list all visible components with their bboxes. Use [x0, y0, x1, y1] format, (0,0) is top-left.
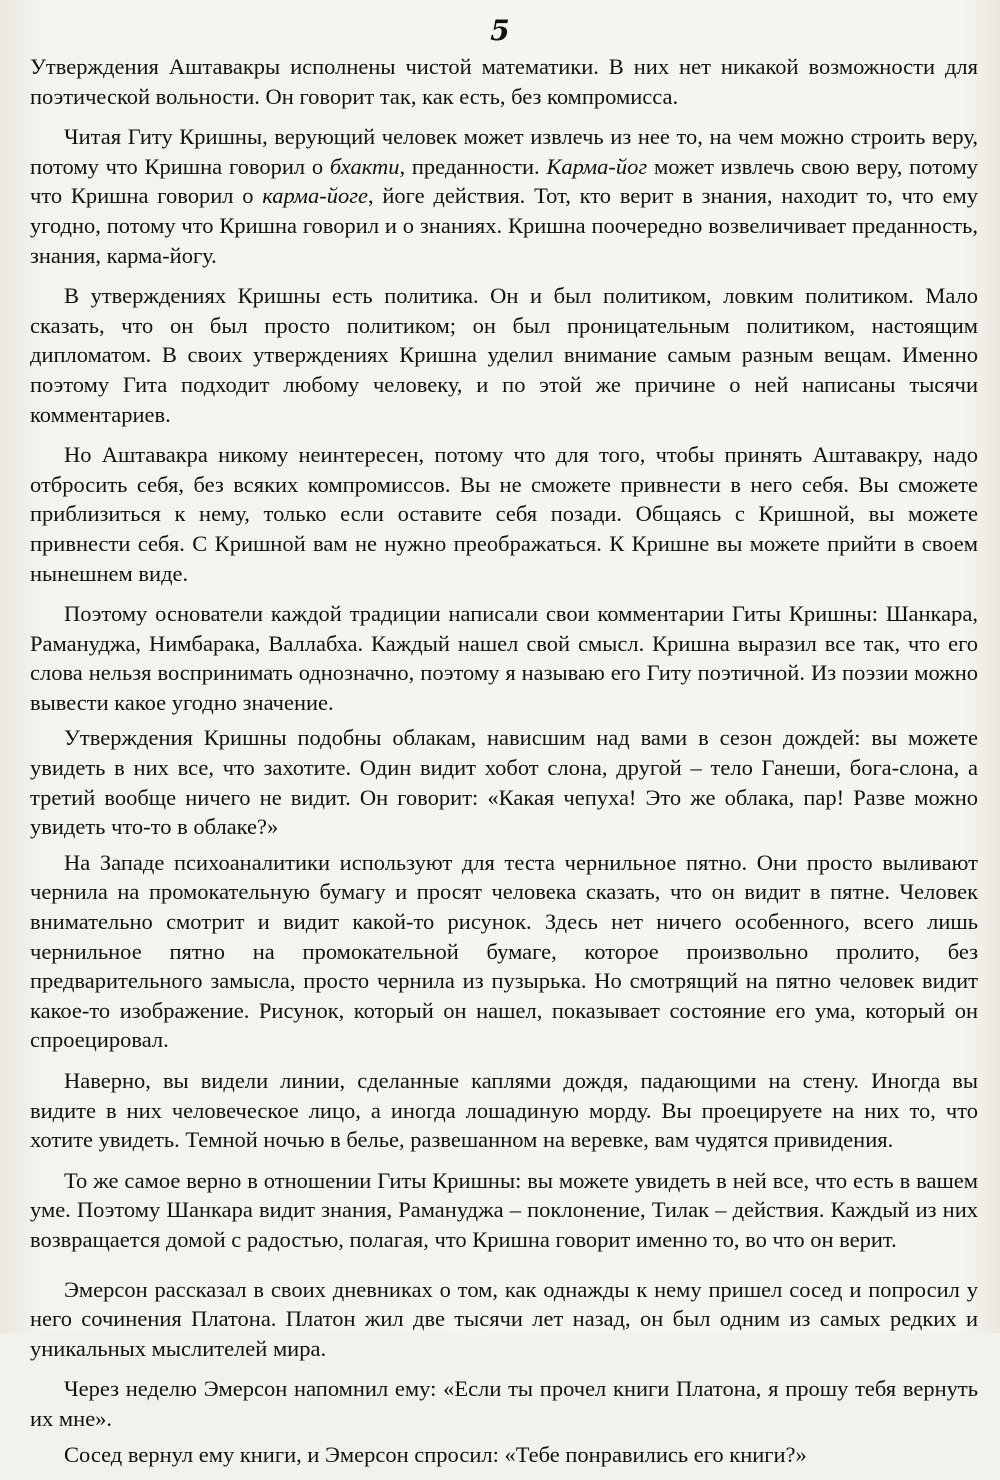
term-karma-yoga: карма-йоге — [262, 183, 368, 209]
paragraph-5: Поэтому основатели каждой традиции написали свои комментарии Гиты Кришны: Шанкара, Рамануджа, Нимбарака, Валлабха. Каждый нашел свой смысл. Кришна выразил все так, что его слова нельзя воспринимать однозначно, поэтому я называю его Гиту поэтичной. Из поэзии можно вывести какое угодно значение. — [30, 601, 978, 715]
paragraph-2-part-d: , йоге действия. Тот, кто верит в знания, находит то, что ему угодно, потому что Кришна говорил и о знаниях. Кришна поочередно возвеличивает преданность, знания, карма-йогу. — [30, 183, 978, 268]
term-bhakti: бхакти — [329, 153, 400, 179]
paragraph-10: Эмерсон рассказал в своих дневниках о том, как однажды к нему пришел сосед и попросил у него сочинения Платона. Платон жил две тысячи лет назад, он был одним из самых редких и уникальных мыслителей мира. — [30, 1276, 978, 1361]
paragraph-9: То же самое верно в отношении Гиты Кришны: вы можете увидеть в ней все, что есть в вашем уме. Поэтому Шанкара видит знания, Рамануджа – поклонение, Тилак – действия. Каждый из них возвращается домой с радостью, полагая, что Кришна говорит именно то, во что он верит. — [30, 1167, 978, 1252]
paragraph-2 — [30, 122, 978, 270]
term-karma-yogi: Карма-йог — [546, 153, 648, 179]
paragraph-7: На Западе психоаналитики используют для теста чернильное пятно. Они просто выливают чернила на промокательную бумагу и просят человека сказать, что он видит в пятне. Человек внимательно смотрит и видит какой-то рисунок. Здесь нет ничего особенного, всего лишь чернильное пятно на промокательной бумаге, которое произвольно пролито, без предварительного замысла, просто чернила из пузырька. Но смотрящий на пятно человек видит какое-то изображение. Рисунок, который он нашел, показывает состояние его ума, который он спроецировал. — [30, 849, 978, 1053]
paragraph-11: Через неделю Эмерсон напомнил ему: «Если ты прочел книги Платона, я прошу тебя вернуть их мне». — [30, 1376, 978, 1431]
paragraph-2-part-a: Читая Гиту Кришны, верующий человек может извлечь из нее то, на чем можно строить веру, потому что Кришна говорил о — [30, 124, 978, 179]
paragraph-1: Утверждения Аштавакры исполнены чистой математики. В них нет никакой возможности для поэтической вольности. Он говорит так, как есть, без компромисса. — [30, 54, 978, 109]
paragraph-2-part-c: может извлечь свою веру, потому что Кришна говорил о — [30, 153, 978, 209]
paragraph-4: Но Аштавакра никому неинтересен, потому что для того, чтобы принять Аштавакру, надо отбросить себя, без всяких компромиссов. Вы не сможете привнести в него себя. Вы сможете приблизиться к нему, только если оставите себя позади. Общаясь с Кришной, вы можете привнести себя. С Кришной вам не нужно преображаться. К Кришне вы можете прийти в своем нынешнем виде. — [30, 442, 978, 586]
paragraph-6: Утверждения Кришны подобны облакам, нависшим над вами в сезон дождей: вы можете увидеть в них все, что захотите. Один видит хобот слона, другой – тело Ганеши, бога-слона, а третий вообще ничего не видит. Он говорит: «Какая чепуха! Это же облака, пар! Разве можно увидеть что-то в облаке?» — [30, 725, 978, 840]
paragraph-12: Сосед вернул ему книги, и Эмерсон спросил: «Тебе понравились его книги?» — [64, 1441, 807, 1467]
paragraph-3: В утверждениях Кришны есть политика. Он и был политиком, ловким политиком. Мало сказать, что он был просто политиком; он был проницательным политиком, настоящим дипломатом. В своих утверждениях Кришна уделил внимание самым разным вещам. Именно поэтому Гита подходит любому человеку, и по этой же причине о ней написаны тысячи комментариев. — [30, 283, 978, 427]
paragraph-2-part-b: , преданности. — [399, 153, 547, 179]
page-number: 5 — [490, 14, 510, 47]
page-body — [30, 52, 978, 1480]
paragraph-8: Наверно, вы видели линии, сделанные каплями дождя, падающими на стену. Иногда вы видите в них человеческое лицо, а иногда лошадиную морду. Вы проецируете на них то, что хотите увидеть. Темной ночью в белье, развешанном на веревке, вам чудятся привидения. — [30, 1068, 978, 1153]
